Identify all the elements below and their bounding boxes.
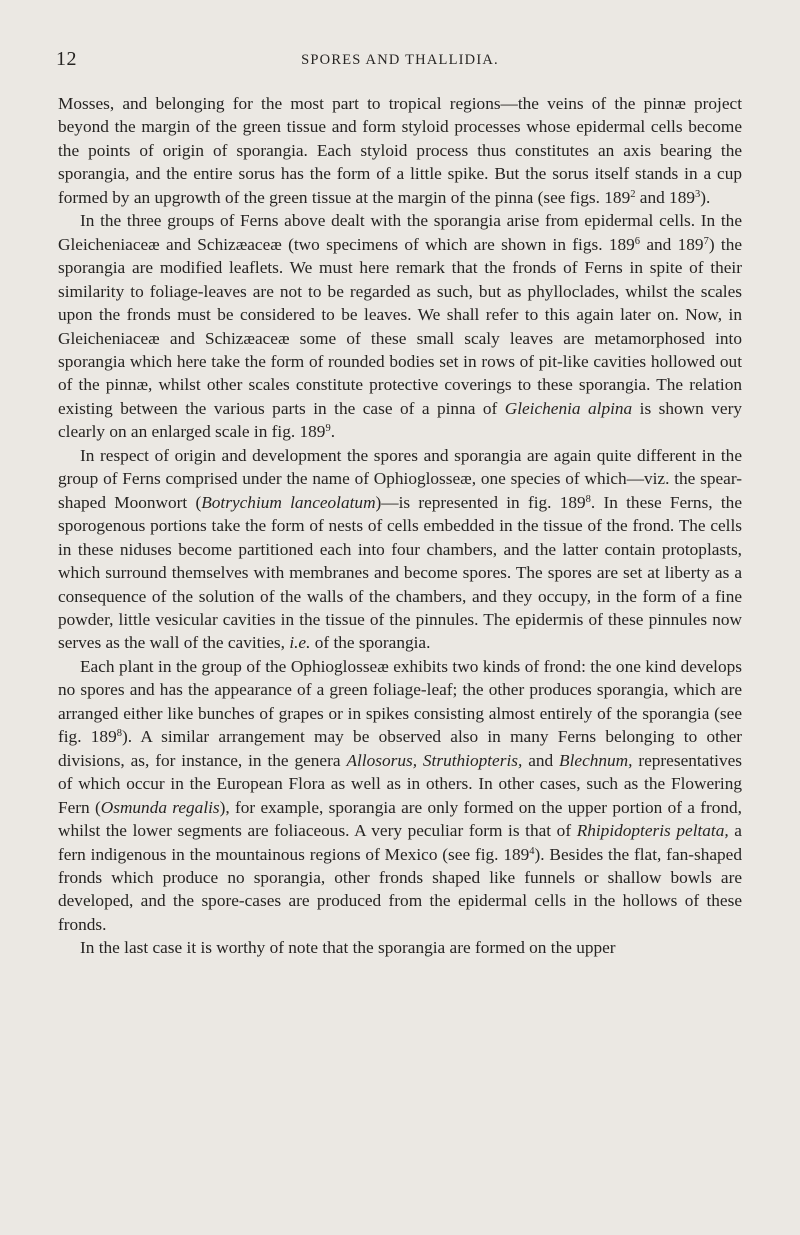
figure-superscript: 2 xyxy=(630,188,636,200)
paragraph xyxy=(58,444,742,655)
text-run: In the three groups of Ferns above dealt with the sporangia arise from epidermal cells. In the Gleicheniaceæ and Schizæaceæ (two specimens of which are shown in figs. 189 xyxy=(58,211,742,254)
page-header xyxy=(0,48,800,72)
italic-run: Botrychium lanceolatum xyxy=(201,492,376,512)
text-run: is shown very clearly on an enlarged scale in fig. 189 xyxy=(58,398,742,442)
text-run: ) the sporangia are modified leaflets. We must here remark that the fronds of Ferns in spite of their similarity to foliage-leaves are not to be regarded as such, but as phylloclades, whilst the scales upon the fronds must be considered to be leaves. We shall refer to this again later on. Now, in Gleicheniaceæ and Schizæaceæ some of these small scaly leaves are metamorphosed into sporangia which here take the form of rounded bodies set in rows of pit-like cavities hollowed out of the pinnæ, whilst other scales constitute protective coverings to these sporangia. The relation existing between the various parts in the case of a pinna of xyxy=(58,234,743,418)
italic-run: Osmunda regalis xyxy=(100,797,220,817)
text-run: ), for example, sporangia are only formed on the upper portion of a frond, whilst the lower segments are foliaceous. A very peculiar form is that of xyxy=(58,797,742,841)
paragraph xyxy=(58,92,742,209)
figure-superscript: 7 xyxy=(703,235,709,247)
italic-run: Gleichenia alpina xyxy=(504,398,633,418)
paragraph xyxy=(58,209,742,444)
figure-superscript: 4 xyxy=(529,845,535,857)
body-text xyxy=(58,92,742,960)
text-run: In respect of origin and development the spores and sporangia are again quite different in the group of Ferns comprised under the name of Ophioglosseæ, one species of which—viz. the spear-shaped Moonwort ( xyxy=(58,445,742,512)
paragraph xyxy=(58,655,742,936)
figure-superscript: 8 xyxy=(585,493,591,505)
text-run: ). A similar arrangement may be observed also in many Ferns belonging to other divisions, as, for instance, in the genera xyxy=(58,727,743,770)
text-run: and 189 xyxy=(640,234,704,254)
figure-superscript: 6 xyxy=(634,235,641,247)
italic-run: Blechnum, xyxy=(559,750,633,770)
text-run: of the sporangia. xyxy=(310,633,431,653)
italic-run: Allosorus, Struthiopteris, xyxy=(346,750,523,770)
text-run: Each plant in the group of the Ophioglosseæ exhibits two kinds of frond: the one kind develops no spores and has the appearance of a green foliage-leaf; the other produces sporangia, which are arranged either like bunches of grapes or in spikes consisting almost entirely of the sporangia (see fig. 189 xyxy=(58,656,742,747)
text-run: Mosses, and belonging for the most part to tropical regions—the veins of the pinnæ project beyond the margin of the green tissue and form styloid processes whose epidermal cells become the points of origin of sporangia. Each styloid process thus constitutes an axis bearing the sporangia, and the entire sorus has the form of a little spike. But the sorus itself stands in a cup formed by an upgrowth of the green tissue at the margin of the pinna (see figs. 189 xyxy=(58,94,742,207)
text-run: . In these Ferns, the sporogenous portions take the form of nests of cells embedded in the tissue of the frond. The cells in these niduses become partitioned each into four chambers, and the latter contain protoplasts, which surround themselves with membranes and become spores. The spores are set at liberty as a consequence of the solution of the walls of the chambers, and they occupy, in the form of a fine powder, little vesicular cavities in the tissue of the pinnules. The epidermis of these pinnules now serves as the wall of the cavities, xyxy=(58,492,742,653)
figure-superscript: 3 xyxy=(694,188,701,200)
page-number: 12 xyxy=(56,48,77,70)
figure-superscript: 9 xyxy=(325,423,331,435)
text-run: representatives of which occur in the European Flora as well as in others. In other cases, such as the Flowering Fern ( xyxy=(58,750,743,817)
text-run: ). xyxy=(700,187,711,207)
text-run: a fern indigenous in the mountainous regions of Mexico (see fig. 189 xyxy=(58,821,742,864)
text-run: In the last case it is worthy of note that the sporangia are formed on the upper xyxy=(80,938,616,958)
italic-run: Rhipidopteris peltata, xyxy=(576,821,729,841)
text-run: and xyxy=(522,750,560,770)
running-head: SPORES AND THALLIDIA. xyxy=(301,52,499,68)
text-run: and 189 xyxy=(635,187,695,207)
italic-run: i.e. xyxy=(289,633,311,653)
paragraph xyxy=(58,936,742,959)
text-run: )—is represented in fig. 189 xyxy=(375,492,586,512)
text-run: . xyxy=(330,422,336,442)
text-run: ). Besides the flat, fan-shaped fronds which produce no sporangia, other fronds shaped like funnels or shallow bowls are developed, and the spore-cases are produced from the epidermal cells in the hollows of these fronds. xyxy=(58,844,742,934)
figure-superscript: 8 xyxy=(116,728,122,740)
